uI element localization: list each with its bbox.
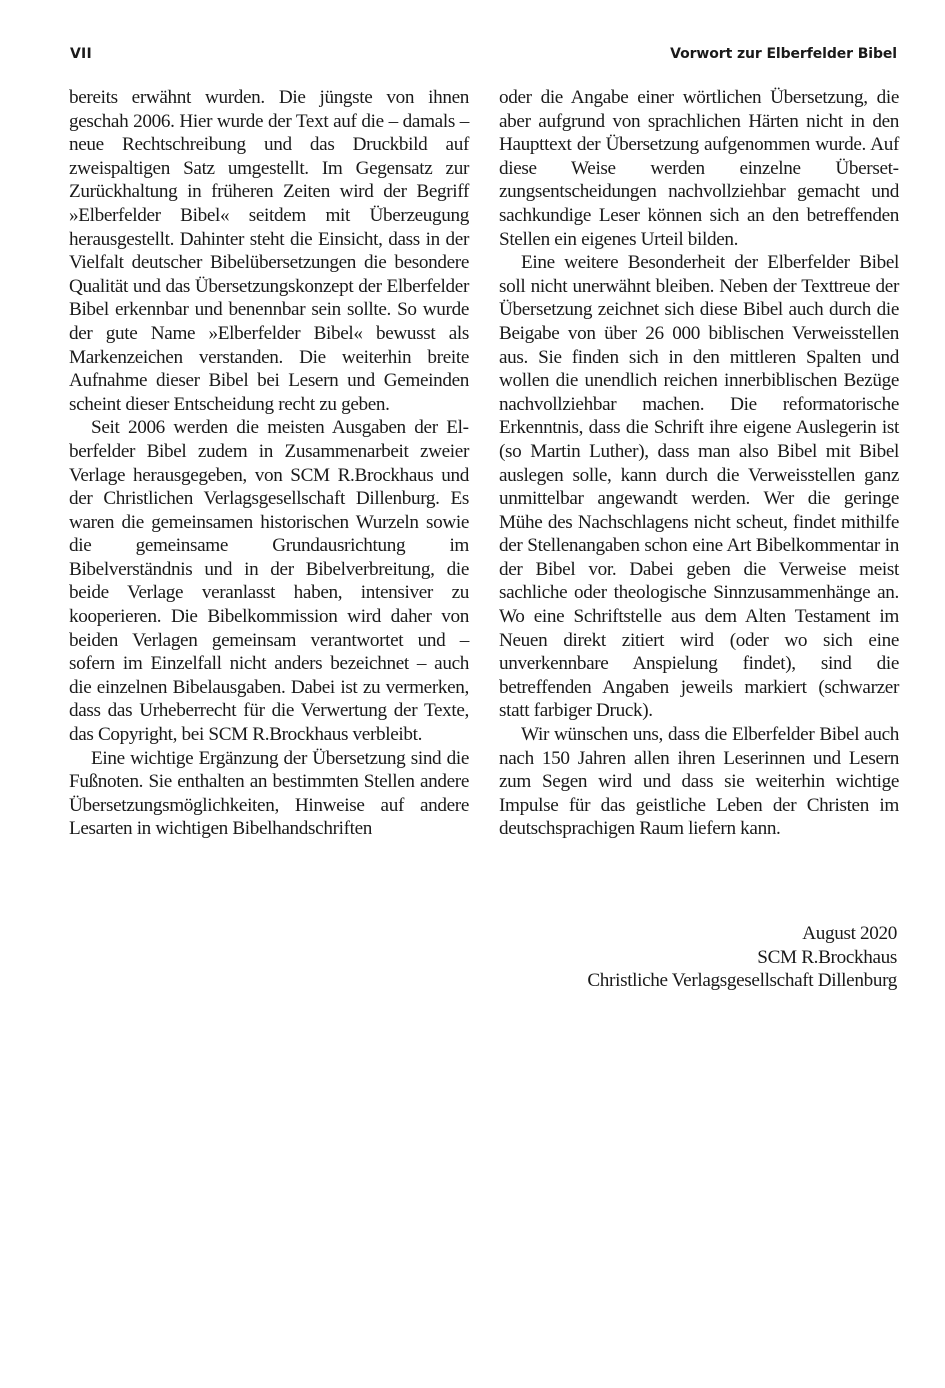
running-title: Vorwort zur Elberfelder Bibel bbox=[670, 46, 897, 62]
paragraph: Eine weitere Besonderheit der Elberfelder Bibel soll nicht unerwähnt bleiben. Neben der Texttreue der Übersetzung zeichnet sich diese Bibel auch durch die Beigabe von über 26 000 biblischen Verweisstellen aus. Sie finden sich in den mittleren Spalten und wollen die unendlich reichen innerbiblischen Bezüge nachvollziehbar machen. Die reformatorische Erkenntnis, dass die Schrift ihre eigene Auslegerin ist (so Martin Luther), dass man also Bibel mit Bibel auslegen solle, kann durch die Verweisstellen ganz unmittelbar angewandt werden. Wer die geringe Mühe des Nachschlagens nicht scheut, findet mithilfe der Stellenangaben schon eine Art Bibelkommentar in der Bibel vor. Dabei geben die Verweise meist sachliche oder theologische Sinnzusammenhänge an. Wo eine Schriftstelle aus dem Alten Testament im Neuen direkt zitiert wird (oder wo sich eine unverkennbare Anspielung findet), sind die betreffenden Angaben jeweils markiert (schwarzer statt farbiger Druck). bbox=[499, 252, 899, 722]
left-column bbox=[69, 86, 469, 841]
paragraph: Seit 2006 werden die meisten Ausgaben der Elberfelder Bibel zudem in Zusammenarbeit zweier Verlage herausgegeben, von SCM R.Brockhaus und der Christlichen Verlagsgesellschaft Dillenburg. Es waren die gemeinsamen historischen Wurzeln sowie die gemeinsame Grundausrichtung im Bibelverständnis und in der Bibelverbreitung, die beide Verlage veranlasst haben, intensiver zu kooperieren. Die Bibelkommission wird daher von beiden Verlagen gemeinsam verantwortet und – sofern im Einzelfall nicht anders bezeichnet – auch die einzelnen Bibelausgaben. Dabei ist zu vermerken, dass das Urheberrecht für die Verwertung der Texte, das Copyright, bei SCM R.Brockhaus verbleibt. bbox=[69, 417, 469, 746]
signature-publisher: Christliche Verlagsgesellschaft Dillenburg bbox=[587, 970, 897, 992]
signature-date: August 2020 bbox=[802, 923, 897, 944]
paragraph: Eine wichtige Ergänzung der Übersetzung sind die Fußnoten. Sie enthalten an bestimmten Stellen andere Übersetzungsmöglichkeiten, Hinweise auf andere Lesarten in wichtigen Bibelhandschriften bbox=[69, 747, 469, 840]
paragraph: bereits erwähnt wurden. Die jüngste von ihnen geschah 2006. Hier wurde der Text auf die – damals – neue Rechtschreibung und das Druckbild auf zweispaltigen Satz umgestellt. Im Gegensatz zur Zurückhaltung in früheren Zeiten wird der Begriff »Elberfelder Bibel« seitdem mit Überzeugung herausgestellt. Dahinter steht die Einsicht, dass in der Vielfalt deutscher Bibelübersetzungen die besondere Qualität und das Übersetzungskonzept der Elberfelder Bibel erkennbar und benennbar sein sollte. So wurde der gute Name »Elberfelder Bibel« bewusst als Markenzeichen verstanden. Die weiterhin breite Aufnahme dieser Bibel bei Lesern und Gemeinden scheint dieser Entscheidung recht zu geben. bbox=[69, 87, 469, 415]
signature-block bbox=[587, 922, 897, 993]
right-column bbox=[499, 86, 899, 841]
paragraph: Wir wünschen uns, dass die Elberfelder Bibel auch nach 150 Jahren allen ihren Leserinnen und Lesern zum Segen wird und dass sie weiterhin wichtige Impulse für das geistliche Leben der Christen im deutschsprachigen Raum liefern kann. bbox=[499, 724, 899, 840]
page-number: VII bbox=[70, 46, 92, 62]
paragraph: oder die Angabe einer wörtlichen Übersetzung, die aber aufgrund von sprachlichen Härten nicht in den Haupttext der Übersetzung aufgenommen wurde. Auf diese Weise werden einzelne Übersetzungsentscheidungen nachvollziehbar gemacht und sachkundige Leser können sich an den betreffenden Stellen ein eigenes Urteil bilden. bbox=[499, 87, 899, 250]
signature-publisher: SCM R.Brockhaus bbox=[757, 946, 897, 968]
